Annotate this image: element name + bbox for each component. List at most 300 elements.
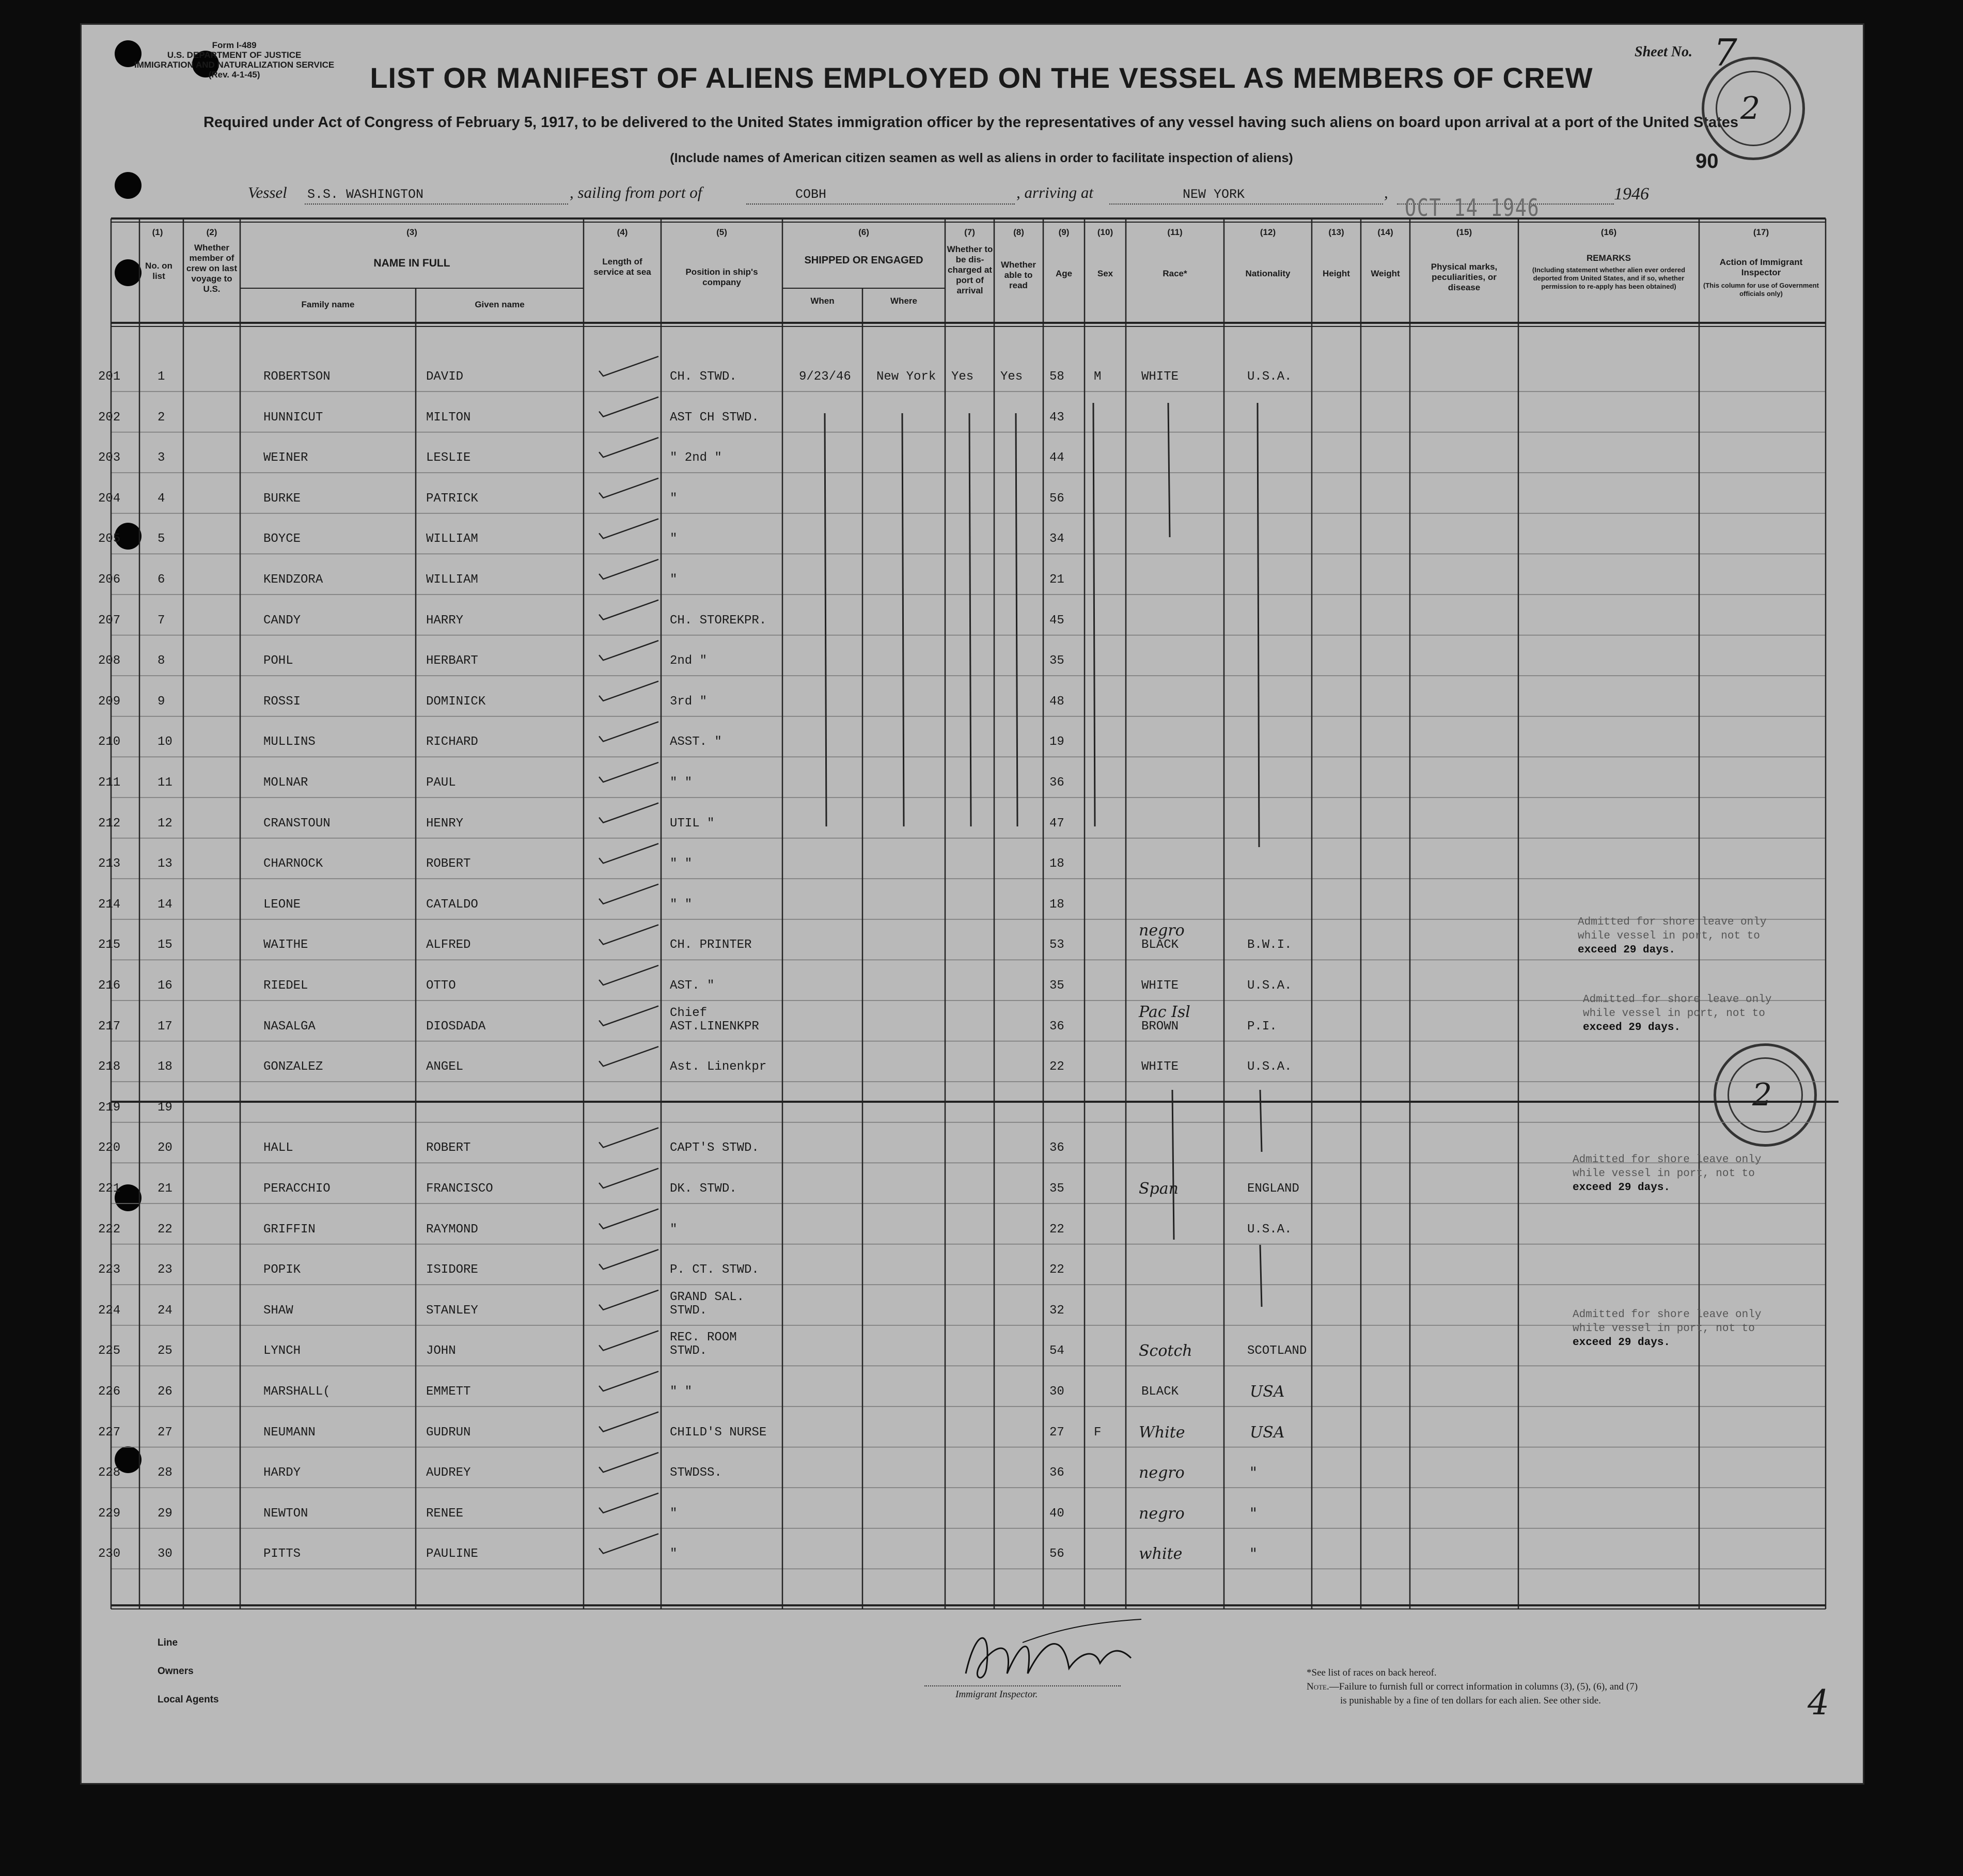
from-port: COBH (795, 187, 827, 202)
age: 27 (1049, 1425, 1064, 1440)
age: 56 (1049, 1547, 1064, 1561)
instruction-note: (Include names of American citizen seamen as well as aliens in order to facilitate inspection of aliens) (670, 151, 1293, 165)
family-name: BOYCE (263, 532, 301, 546)
check-mark-icon (599, 1412, 658, 1432)
family-name: LYNCH (263, 1344, 301, 1358)
ditto-mark (1260, 1090, 1262, 1152)
age: 40 (1049, 1506, 1064, 1521)
position-prefix: Chief (670, 1006, 708, 1020)
row-line-number: 227 (98, 1425, 121, 1440)
sheet-number: 7 (1714, 31, 1737, 74)
row-line-number: 211 (98, 776, 121, 790)
arrival-port: NEW YORK (1183, 187, 1245, 202)
family-name: HARDY (263, 1466, 301, 1480)
position: " " (670, 776, 693, 790)
ditto-mark (902, 413, 904, 826)
col-header-physical-marks: Physical marks, peculiarities, or disease (1431, 262, 1498, 292)
check-mark-icon (599, 884, 658, 904)
given-name: HARRY (426, 613, 464, 628)
given-name: RAYMOND (426, 1222, 478, 1237)
given-name: PAUL (426, 776, 456, 790)
given-name: OTTO (426, 979, 456, 993)
row-list-number: 30 (158, 1547, 172, 1561)
position: " " (670, 897, 693, 912)
position: " (670, 532, 678, 546)
nationality: U.S.A. (1247, 1222, 1292, 1237)
vessel-name: S.S. WASHINGTON (307, 187, 424, 202)
row-list-number: 14 (158, 897, 172, 912)
nationality: P.I. (1247, 1019, 1277, 1034)
position: " (670, 1547, 678, 1561)
race: BLACK (1141, 1385, 1179, 1399)
col-header-read: Whether able to read (1001, 260, 1036, 290)
family-name: NEWTON (263, 1506, 308, 1521)
row-list-number: 19 (158, 1100, 172, 1115)
age: 58 (1049, 370, 1064, 384)
position: STWD. (670, 1303, 708, 1318)
age: 36 (1049, 1466, 1064, 1480)
given-name: DAVID (426, 370, 464, 384)
check-mark-icon (599, 1290, 658, 1310)
age: 22 (1049, 1263, 1064, 1277)
nationality: ENGLAND (1247, 1182, 1299, 1196)
given-name: AUDREY (426, 1466, 471, 1480)
col-header-given-name: Given name (475, 300, 525, 309)
immigration-stamp-icon: 2 (1714, 1043, 1817, 1147)
family-name: NASALGA (263, 1019, 316, 1034)
sheet-extra-number: 90 (1695, 150, 1719, 173)
row-list-number: 24 (158, 1303, 172, 1318)
family-name: RIEDEL (263, 979, 308, 993)
age: 36 (1049, 776, 1064, 790)
col-header-inspector-sub: (This column for use of Government officials only) (1703, 282, 1819, 298)
position: CH. STOREKPR. (670, 613, 767, 628)
ditto-mark (1172, 1090, 1174, 1240)
family-name: GONZALEZ (263, 1060, 323, 1074)
check-mark-icon (599, 1168, 658, 1188)
family-name: WEINER (263, 451, 308, 465)
nationality: U.S.A. (1247, 979, 1292, 993)
age: 47 (1049, 816, 1064, 831)
row-list-number: 12 (158, 816, 172, 831)
col-num-2: (2) (206, 227, 217, 237)
row-line-number: 204 (98, 491, 121, 506)
age: 35 (1049, 1182, 1064, 1196)
family-name: WAITHE (263, 938, 308, 952)
shipped-when: 9/23/46 (799, 370, 851, 384)
col-header-position: Position in ship's company (685, 267, 758, 287)
row-line-number: 208 (98, 654, 121, 668)
row-list-number: 23 (158, 1263, 172, 1277)
col-num-4: (4) (617, 227, 628, 237)
position: " (670, 1506, 678, 1521)
family-name: POHL (263, 654, 293, 668)
row-line-number: 206 (98, 573, 121, 587)
family-name: MARSHALL( (263, 1385, 331, 1399)
family-name: CANDY (263, 613, 301, 628)
col-num-1: (1) (152, 227, 163, 237)
shipped-where: New York (876, 370, 936, 384)
age: 43 (1049, 410, 1064, 425)
race-handwritten: Span (1139, 1180, 1179, 1198)
position: " (670, 491, 678, 506)
given-name: RICHARD (426, 735, 478, 749)
position: AST CH STWD. (670, 410, 759, 425)
sex: M (1094, 370, 1102, 384)
family-name: GRIFFIN (263, 1222, 316, 1237)
check-mark-icon (599, 1493, 658, 1513)
given-name: HERBART (426, 654, 478, 668)
row-line-number: 212 (98, 816, 121, 831)
row-list-number: 21 (158, 1182, 172, 1196)
check-mark-icon (599, 1331, 658, 1350)
check-mark-icon (599, 519, 658, 538)
col-header-remarks: REMARKS (1587, 253, 1631, 263)
row-list-number: 6 (158, 573, 165, 587)
age: 22 (1049, 1060, 1064, 1074)
sheet-label: Sheet No. (1635, 44, 1692, 60)
given-name: GUDRUN (426, 1425, 471, 1440)
family-name: CHARNOCK (263, 857, 323, 871)
check-mark-icon (599, 965, 658, 985)
ditto-mark (1260, 1245, 1262, 1307)
col-header-age: Age (1055, 269, 1073, 278)
footer-agents-label: Local Agents (158, 1694, 219, 1705)
col-num-15: (15) (1456, 227, 1472, 237)
nationality: SCOTLAND (1247, 1344, 1307, 1358)
row-line-number: 203 (98, 451, 121, 465)
col-header-family-name: Family name (301, 300, 355, 309)
nationality: U.S.A. (1247, 1060, 1292, 1074)
col-header-shipped: SHIPPED OR ENGAGED (804, 255, 923, 266)
row-list-number: 5 (158, 532, 165, 546)
row-list-number: 18 (158, 1060, 172, 1074)
position: AST. " (670, 979, 715, 993)
remark-shore-leave: Admitted for shore leave only while vessel in port, not to exceed 29 days. (1578, 916, 1767, 956)
row-line-number: 216 (98, 979, 121, 993)
race-handwritten: White (1139, 1423, 1185, 1442)
races-note: *See list of races on back hereof. (1307, 1667, 1437, 1678)
row-list-number: 13 (158, 857, 172, 871)
given-name: STANLEY (426, 1303, 478, 1318)
given-name: FRANCISCO (426, 1182, 493, 1196)
inspector-signature (945, 1617, 1162, 1694)
ditto-mark (825, 413, 826, 826)
col-header-weight: Weight (1371, 269, 1400, 278)
family-name: ROBERTSON (263, 370, 331, 384)
age: 53 (1049, 938, 1064, 952)
check-mark-icon (599, 843, 658, 863)
age: 36 (1049, 1019, 1064, 1034)
given-name: JOHN (426, 1344, 456, 1358)
row-line-number: 229 (98, 1506, 121, 1521)
family-name: PITTS (263, 1547, 301, 1561)
col-header-no: No. on list (145, 261, 172, 281)
age: 22 (1049, 1222, 1064, 1237)
race: WHITE (1141, 979, 1179, 993)
row-line-number: 207 (98, 613, 121, 628)
position: Ast. Linenkpr (670, 1060, 767, 1074)
footer-owners-label: Owners (158, 1666, 194, 1677)
family-name: NEUMANN (263, 1425, 316, 1440)
col-num-3: (3) (406, 227, 417, 237)
given-name: PAULINE (426, 1547, 478, 1561)
row-list-number: 20 (158, 1141, 172, 1155)
age: 45 (1049, 613, 1064, 628)
check-mark-icon (599, 1249, 658, 1269)
row-line-number: 220 (98, 1141, 121, 1155)
col-header-when: When (810, 296, 835, 306)
nationality-handwritten: " (1250, 1464, 1257, 1482)
col-header-name: NAME IN FULL (373, 257, 450, 269)
family-name: PERACCHIO (263, 1182, 331, 1196)
row-list-number: 7 (158, 613, 165, 628)
check-mark-icon (599, 722, 658, 741)
col-header-last-voyage: Whether member of crew on last voyage to U.S. (186, 243, 238, 294)
form-identifier: Form I-489 U.S. DEPARTMENT OF JUSTICE IMMIGRATION AND NATURALIZATION SERVICE (Rev. 4-1-45) (134, 40, 335, 80)
given-name: LESLIE (426, 451, 471, 465)
row-list-number: 8 (158, 654, 165, 668)
position: CAPT'S STWD. (670, 1141, 759, 1155)
row-list-number: 29 (158, 1506, 172, 1521)
ditto-mark (1016, 413, 1017, 826)
col-header-remarks-sub: (Including statement whether alien ever ordered deported from United States, and if so, whether permission to re-apply has been obtained) (1532, 266, 1686, 290)
nationality-handwritten: " (1250, 1504, 1257, 1523)
position: 2nd " (670, 654, 708, 668)
ditto-mark (1093, 403, 1095, 826)
age: 35 (1049, 979, 1064, 993)
col-num-17: (17) (1753, 227, 1769, 237)
row-line-number: 214 (98, 897, 121, 912)
row-line-number: 219 (98, 1100, 121, 1115)
row-list-number: 2 (158, 410, 165, 425)
age: 21 (1049, 573, 1064, 587)
col-num-11: (11) (1167, 227, 1183, 237)
col-header-sex: Sex (1097, 269, 1113, 278)
row-line-number: 224 (98, 1303, 121, 1318)
row-line-number: 221 (98, 1182, 121, 1196)
age: 56 (1049, 491, 1064, 506)
year: 1946 (1614, 184, 1649, 204)
check-mark-icon (599, 600, 658, 620)
immigration-stamp-icon: 2 (1702, 57, 1805, 160)
family-name: MOLNAR (263, 776, 308, 790)
nationality: B.W.I. (1247, 938, 1292, 952)
ditto-mark (1258, 403, 1259, 847)
col-num-5: (5) (716, 227, 727, 237)
footer-line-label: Line (158, 1637, 178, 1648)
col-num-13: (13) (1328, 227, 1344, 237)
race-handwritten: negro (1139, 921, 1185, 940)
race: BLACK (1141, 938, 1179, 952)
position: AST.LINENKPR (670, 1019, 759, 1034)
given-name: ROBERT (426, 1141, 471, 1155)
given-name: HENRY (426, 816, 464, 831)
given-name: DOMINICK (426, 694, 486, 709)
row-list-number: 26 (158, 1385, 172, 1399)
given-name: ROBERT (426, 857, 471, 871)
col-header-where: Where (890, 296, 917, 306)
ditto-mark (969, 413, 971, 826)
age: 18 (1049, 857, 1064, 871)
age: 19 (1049, 735, 1064, 749)
check-mark-icon (599, 762, 658, 782)
position: " " (670, 857, 693, 871)
row-line-number: 205 (98, 532, 121, 546)
age: 32 (1049, 1303, 1064, 1318)
row-line-number: 223 (98, 1263, 121, 1277)
row-list-number: 11 (158, 776, 172, 790)
given-name: PATRICK (426, 491, 478, 506)
vessel-label: Vessel (248, 183, 287, 201)
row-list-number: 9 (158, 694, 165, 709)
position: " " (670, 1385, 693, 1399)
position: CHILD'S NURSE (670, 1425, 767, 1440)
age: 54 (1049, 1344, 1064, 1358)
row-list-number: 10 (158, 735, 172, 749)
given-name: ALFRED (426, 938, 471, 952)
row-list-number: 4 (158, 491, 165, 506)
position: P. CT. STWD. (670, 1263, 759, 1277)
age: 44 (1049, 451, 1064, 465)
col-num-12: (12) (1260, 227, 1276, 237)
col-header-race: Race* (1163, 269, 1187, 278)
col-num-6: (6) (858, 227, 869, 237)
penalty-note-2: is punishable by a fine of ten dollars for each alien. See other side. (1340, 1695, 1601, 1706)
check-mark-icon (599, 1209, 658, 1229)
page-mark: 4 (1808, 1683, 1829, 1723)
given-name: MILTON (426, 410, 471, 425)
position-prefix: GRAND SAL. (670, 1290, 745, 1304)
race: WHITE (1141, 1060, 1179, 1074)
row-list-number: 15 (158, 938, 172, 952)
col-num-16: (16) (1600, 227, 1617, 237)
position: " (670, 573, 678, 587)
position: STWD. (670, 1344, 708, 1358)
age: 18 (1049, 897, 1064, 912)
position-prefix: REC. ROOM (670, 1331, 737, 1345)
given-name: ANGEL (426, 1060, 464, 1074)
arriving-label: , arriving at (1016, 183, 1093, 201)
check-mark-icon (599, 1046, 658, 1066)
check-mark-icon (599, 925, 658, 944)
sailing-label: , sailing from port of (570, 183, 702, 201)
family-name: CRANSTOUN (263, 816, 331, 831)
nationality-handwritten: USA (1250, 1383, 1285, 1401)
race: WHITE (1141, 370, 1179, 384)
age: 36 (1049, 1141, 1064, 1155)
position: CH. STWD. (670, 370, 737, 384)
subtitle: Required under Act of Congress of February 5, 1917, to be delivered to the United States immigration officer by the representatives of any vessel having such aliens on board upon arrival at a port of the United States (203, 114, 1739, 131)
given-name: DIOSDADA (426, 1019, 486, 1034)
row-list-number: 1 (158, 370, 165, 384)
row-line-number: 213 (98, 857, 121, 871)
sex: F (1094, 1425, 1102, 1440)
given-name: WILLIAM (426, 573, 478, 587)
family-name: ROSSI (263, 694, 301, 709)
position: STWDSS. (670, 1466, 722, 1480)
family-name: MULLINS (263, 735, 316, 749)
remark-shore-leave: Admitted for shore leave only while vessel in port, not to exceed 29 days. (1573, 1309, 1762, 1349)
check-mark-icon (599, 437, 658, 457)
check-mark-icon (599, 559, 658, 579)
family-name: BURKE (263, 491, 301, 506)
col-num-7: (7) (964, 227, 975, 237)
col-header-service: Length of service at sea (593, 257, 651, 277)
col-header-nationality: Nationality (1245, 269, 1291, 278)
family-name: KENDZORA (263, 573, 323, 587)
ditto-mark (1168, 403, 1170, 537)
able-to-read: Yes (1000, 370, 1023, 384)
row-line-number: 222 (98, 1222, 121, 1237)
row-line-number: 201 (98, 370, 121, 384)
check-mark-icon (599, 397, 658, 417)
nationality-handwritten: USA (1250, 1423, 1285, 1442)
position: 3rd " (670, 694, 708, 709)
position: DK. STWD. (670, 1182, 737, 1196)
check-mark-icon (599, 640, 658, 660)
remark-shore-leave: Admitted for shore leave only while vessel in port, not to exceed 29 days. (1583, 994, 1772, 1034)
check-mark-icon (599, 1128, 658, 1147)
col-header-discharged: Whether to be dis-charged at port of arrival (947, 244, 993, 295)
check-mark-icon (599, 1534, 658, 1553)
row-list-number: 25 (158, 1344, 172, 1358)
race: BROWN (1141, 1019, 1179, 1034)
check-mark-icon (599, 1452, 658, 1472)
col-num-14: (14) (1377, 227, 1393, 237)
row-line-number: 228 (98, 1466, 121, 1480)
row-line-number: 218 (98, 1060, 121, 1074)
row-line-number: 226 (98, 1385, 121, 1399)
age: 34 (1049, 532, 1064, 546)
family-name: LEONE (263, 897, 301, 912)
given-name: CATALDO (426, 897, 478, 912)
age: 30 (1049, 1385, 1064, 1399)
col-num-10: (10) (1097, 227, 1113, 237)
given-name: EMMETT (426, 1385, 471, 1399)
race-handwritten: white (1139, 1545, 1183, 1564)
family-name: SHAW (263, 1303, 293, 1318)
given-name: RENEE (426, 1506, 464, 1521)
row-list-number: 16 (158, 979, 172, 993)
col-num-8: (8) (1013, 227, 1024, 237)
position: " (670, 1222, 678, 1237)
race-handwritten: negro (1139, 1504, 1185, 1523)
row-line-number: 217 (98, 1019, 121, 1034)
page-title: LIST OR MANIFEST OF ALIENS EMPLOYED ON THE VESSEL AS MEMBERS OF CREW (370, 61, 1593, 94)
position: " 2nd " (670, 451, 722, 465)
check-mark-icon (599, 681, 658, 701)
family-name: HUNNICUT (263, 410, 323, 425)
nationality: U.S.A. (1247, 370, 1292, 384)
arrival-date-stamp: OCT 14 1946 (1405, 194, 1540, 222)
check-mark-icon (599, 478, 658, 498)
row-list-number: 3 (158, 451, 165, 465)
position: UTIL " (670, 816, 715, 831)
race-handwritten: Pac Isl (1139, 1003, 1190, 1021)
row-list-number: 27 (158, 1425, 172, 1440)
check-mark-icon (599, 1006, 658, 1026)
discharged: Yes (951, 370, 974, 384)
nationality-handwritten: " (1250, 1545, 1257, 1564)
row-list-number: 28 (158, 1466, 172, 1480)
age: 48 (1049, 694, 1064, 709)
col-header-height: Height (1323, 269, 1350, 278)
position: CH. PRINTER (670, 938, 752, 952)
family-name: POPIK (263, 1263, 301, 1277)
row-line-number: 210 (98, 735, 121, 749)
check-mark-icon (599, 356, 658, 376)
